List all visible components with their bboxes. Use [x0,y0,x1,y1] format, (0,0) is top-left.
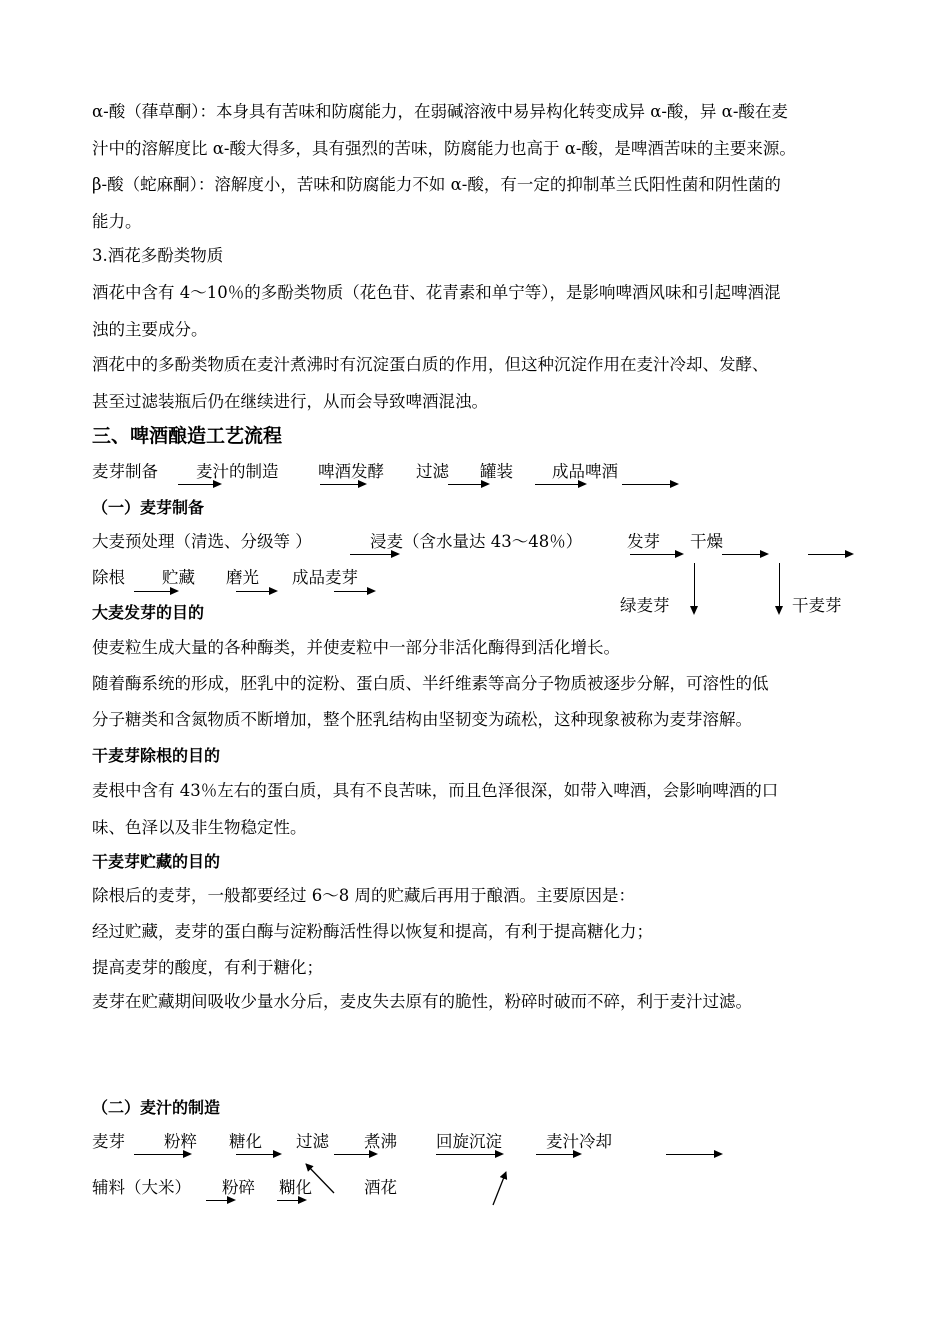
heading-germination-purpose: 大麦发芽的目的 [92,603,205,622]
branch-label: 绿麦芽 [620,596,670,615]
flow-step: 麦芽制备 [92,462,158,481]
germ-line-2: 随着酶系统的形成，胚乳中的淀粉、蛋白质、半纤维素等高分子物质被逐步分解，可溶性的低 [92,674,769,693]
flow-step: 麦汁的制造 [196,462,279,481]
flow-step: 回旋沉淀 [436,1132,502,1151]
root-line-2: 味、色泽以及非生物稳定性。 [92,818,307,837]
flow-step: 干燥 [690,532,723,551]
heading-brewing-process: 三、啤酒酿造工艺流程 [92,425,283,447]
diagonal-arrow [493,1172,506,1205]
flow-step: 除根 [92,568,125,587]
flow-step: 浸麦（含水量达 43～48％） [370,532,583,551]
flow-step: 粉粹 [164,1132,197,1151]
store-line-2: 经过贮藏，麦芽的蛋白酶与淀粉酶活性得以恢复和提高，有利于提高糖化力； [92,922,653,941]
flow-step: 成品啤酒 [552,462,618,481]
flow-step: 大麦预处理（清选、分级等 ） [92,532,312,551]
flow-step: 酒花 [364,1178,397,1197]
beta-line-1: β-酸（蛇麻酮）：溶解度小，苦味和防腐能力不如 α-酸，有一定的抑制革兰氏阳性菌和阴性菌的 [92,175,781,194]
flow-step: 过滤 [296,1132,329,1151]
germ-line-1: 使麦粒生成大量的各种酶类，并使麦粒中一部分非活化酶得到活化增长。 [92,638,620,657]
store-line-3: 提高麦芽的酸度，有利于糖化； [92,958,323,977]
flow-step: 粉碎 [222,1178,255,1197]
flow-step: 麦芽 [92,1132,125,1151]
flow-step: 辅料（大米） [92,1178,191,1197]
flow-step: 贮藏 [162,568,195,587]
heading-storage-purpose: 干麦芽贮藏的目的 [92,852,221,871]
diagonal-arrow [306,1164,334,1193]
flow-step: 过滤 [416,462,449,481]
flow-step: 发芽 [627,532,660,551]
poly-line-1: 酒花中含有 4～10％的多酚类物质（花色苷、花青素和单宁等），是影响啤酒风味和引起啤酒混 [92,283,781,302]
germ-line-3: 分子糖类和含氮物质不断增加，整个胚乳结构由坚韧变为疏松，这种现象被称为麦芽溶解。 [92,710,752,729]
heading-rooting-purpose: 干麦芽除根的目的 [92,746,221,765]
flow-step: 罐装 [480,462,513,481]
poly-line-2: 浊的主要成分。 [92,320,208,339]
flow-step: 成品麦芽 [292,568,358,587]
section-3-title: 3.酒花多酚类物质 [92,246,224,265]
branch-label: 干麦芽 [792,596,842,615]
subheading-wort-production: （二）麦汁的制造 [92,1098,221,1117]
flow-step: 磨光 [226,568,259,587]
flow-step: 糊化 [279,1178,312,1197]
poly-line-3: 酒花中的多酚类物质在麦汁煮沸时有沉淀蛋白质的作用，但这种沉淀作用在麦汁冷却、发酵、 [92,355,769,374]
alpha-line-2: 汁中的溶解度比 α-酸大得多，具有强烈的苦味，防腐能力也高于 α-酸，是啤酒苦味的主要来源。 [92,139,796,158]
store-line-4: 麦芽在贮藏期间吸收少量水分后，麦皮失去原有的脆性，粉碎时破而不碎，利于麦汁过滤。 [92,992,752,1011]
root-line-1: 麦根中含有 43％左右的蛋白质，具有不良苦味，而且色泽很深，如带入啤酒，会影响啤酒的口 [92,781,779,800]
store-line-1: 除根后的麦芽，一般都要经过 6～8 周的贮藏后再用于酿酒。主要原因是： [92,886,635,905]
beta-line-2: 能力。 [92,212,142,231]
alpha-line-1: α-酸（葎草酮）：本身具有苦味和防腐能力，在弱碱溶液中易异构化转变成异 α-酸，异 α-酸在麦 [92,102,788,121]
subheading-malt-preparation: （一）麦芽制备 [92,498,205,517]
flow-step: 麦汁冷却 [546,1132,612,1151]
flow-step: 糖化 [229,1132,262,1151]
flow-step: 煮沸 [364,1132,397,1151]
flow-step: 啤酒发酵 [318,462,384,481]
poly-line-4: 甚至过滤装瓶后仍在继续进行，从而会导致啤酒混浊。 [92,392,488,411]
